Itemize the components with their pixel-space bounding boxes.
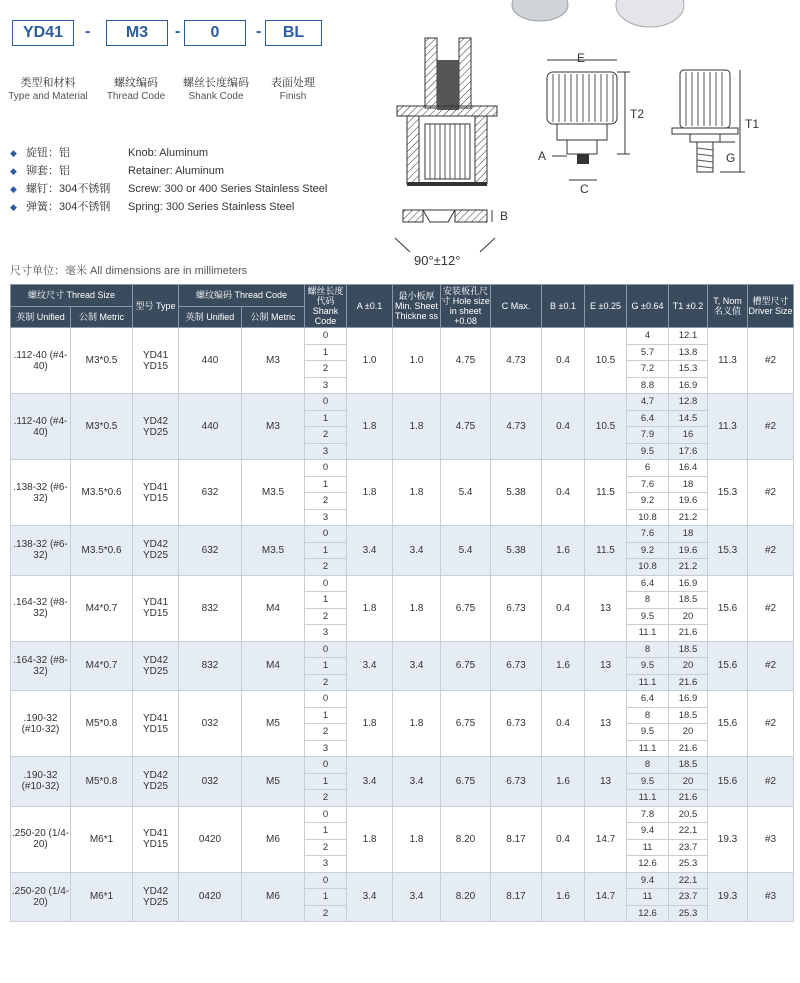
cell-shank-code: 0	[305, 806, 347, 823]
th-g: G ±0.64	[627, 285, 669, 328]
cell-g: 6.4	[627, 575, 669, 592]
cell-t1: 21.6	[669, 625, 708, 642]
cell-unified: .164-32 (#8-32)	[11, 575, 71, 641]
cell-e: 11.5	[585, 526, 627, 576]
cell-t1: 19.6	[669, 493, 708, 510]
cell-a: 3.4	[347, 757, 393, 807]
cell-g: 11	[627, 889, 669, 906]
cell-shank-code: 2	[305, 559, 347, 576]
th-code-metric: 公制 Metric	[242, 306, 305, 328]
cell-a: 1.8	[347, 691, 393, 757]
cell-driver: #3	[748, 806, 794, 872]
code-label-thread: 螺纹编码 Thread Code	[106, 77, 166, 102]
cell-c: 6.73	[491, 757, 542, 807]
cell-shank-code: 1	[305, 542, 347, 559]
cell-shank-code: 1	[305, 889, 347, 906]
cell-t1: 21.2	[669, 559, 708, 576]
th-shank-code: 螺丝长度代码 Shank Code	[305, 285, 347, 328]
cell-hole: 5.4	[441, 460, 491, 526]
code-dash: -	[175, 23, 181, 40]
th-thread-size: 螺纹尺寸 Thread Size	[11, 285, 133, 307]
cell-shank-code: 1	[305, 410, 347, 427]
knob-elevation	[538, 51, 644, 196]
bullet-icon: ◆	[10, 148, 17, 158]
cell-type: YD41 YD15	[133, 328, 179, 394]
cell-type: YD42 YD25	[133, 757, 179, 807]
cell-shank-code: 0	[305, 460, 347, 477]
table-row	[11, 757, 794, 774]
cell-cm: M4	[242, 575, 305, 641]
cell-sheet: 1.8	[393, 575, 441, 641]
cell-shank-code: 0	[305, 394, 347, 411]
cell-b: 0.4	[542, 575, 585, 641]
cell-a: 1.8	[347, 394, 393, 460]
cell-type: YD41 YD15	[133, 691, 179, 757]
cell-g: 8	[627, 757, 669, 774]
cell-type: YD42 YD25	[133, 872, 179, 922]
cell-g: 8.8	[627, 377, 669, 394]
cell-cm: M3.5	[242, 526, 305, 576]
cell-g: 9.2	[627, 542, 669, 559]
cell-g: 9.5	[627, 658, 669, 675]
cell-g: 10.8	[627, 509, 669, 526]
cell-t1: 20	[669, 773, 708, 790]
code-shank-box: 0	[184, 20, 246, 46]
cell-g: 5.7	[627, 344, 669, 361]
code-type-box: YD41	[12, 20, 74, 46]
cell-e: 13	[585, 691, 627, 757]
cell-c: 6.73	[491, 641, 542, 691]
cell-t-nom: 15.6	[708, 757, 748, 807]
cell-driver: #2	[748, 328, 794, 394]
code-label-shank: 螺丝长度编码 Shank Code	[183, 77, 249, 102]
cell-hole: 6.75	[441, 757, 491, 807]
cell-a: 3.4	[347, 872, 393, 922]
cell-metric: M5*0.8	[71, 691, 133, 757]
cell-g: 12.6	[627, 856, 669, 873]
cell-unified: .190-32 (#10-32)	[11, 757, 71, 807]
cell-t1: 18.5	[669, 757, 708, 774]
th-code-unified: 英制 Unified	[179, 306, 242, 328]
cell-sheet: 3.4	[393, 757, 441, 807]
dim-b-label: B	[500, 209, 509, 223]
cell-cu: 632	[179, 526, 242, 576]
cell-shank-code: 1	[305, 476, 347, 493]
cell-driver: #2	[748, 526, 794, 576]
cell-t1: 16.9	[669, 377, 708, 394]
cell-g: 7.9	[627, 427, 669, 444]
dim-t2-label: T2	[630, 107, 645, 121]
cell-hole: 8.20	[441, 872, 491, 922]
product-photo	[512, 0, 684, 27]
table-row	[11, 460, 794, 477]
cell-t-nom: 19.3	[708, 872, 748, 922]
cell-cu: 0420	[179, 872, 242, 922]
cell-g: 7.6	[627, 526, 669, 543]
cell-t-nom: 15.6	[708, 691, 748, 757]
table-row	[11, 806, 794, 823]
cell-g: 9.5	[627, 724, 669, 741]
th-driver-size: 槽型尺寸 Driver Size	[748, 285, 794, 328]
cell-driver: #2	[748, 575, 794, 641]
cell-b: 0.4	[542, 328, 585, 394]
cell-hole: 8.20	[441, 806, 491, 872]
cell-b: 0.4	[542, 460, 585, 526]
cell-cu: 440	[179, 328, 242, 394]
cell-a: 3.4	[347, 641, 393, 691]
cell-g: 7.2	[627, 361, 669, 378]
cell-c: 8.17	[491, 806, 542, 872]
th-unified: 英制 Unified	[11, 306, 71, 328]
cell-driver: #2	[748, 460, 794, 526]
cell-b: 1.6	[542, 872, 585, 922]
table-row	[11, 641, 794, 658]
cell-t1: 18	[669, 526, 708, 543]
dim-g-label: G	[726, 151, 736, 165]
code-label-type: 类型和材料 Type and Material	[8, 77, 88, 102]
bullet-icon: ◆	[10, 202, 17, 212]
cell-cu: 832	[179, 641, 242, 691]
bullet-icon: ◆	[10, 184, 17, 194]
cell-g: 9.2	[627, 493, 669, 510]
cell-shank-code: 1	[305, 658, 347, 675]
cell-driver: #2	[748, 691, 794, 757]
cell-t-nom: 15.3	[708, 526, 748, 576]
cell-g: 7.8	[627, 806, 669, 823]
cell-t1: 17.6	[669, 443, 708, 460]
cell-g: 6.4	[627, 410, 669, 427]
cell-shank-code: 2	[305, 674, 347, 691]
cell-shank-code: 3	[305, 443, 347, 460]
cell-e: 13	[585, 757, 627, 807]
cell-t1: 20	[669, 608, 708, 625]
cell-t1: 12.8	[669, 394, 708, 411]
cell-t1: 16	[669, 427, 708, 444]
cell-a: 3.4	[347, 526, 393, 576]
cell-hole: 6.75	[441, 691, 491, 757]
cell-unified: .164-32 (#8-32)	[11, 641, 71, 691]
cell-shank-code: 1	[305, 707, 347, 724]
cell-shank-code: 2	[305, 724, 347, 741]
cell-c: 6.73	[491, 691, 542, 757]
cell-cm: M3	[242, 394, 305, 460]
code-finish-box: BL	[265, 20, 322, 46]
cell-sheet: 3.4	[393, 526, 441, 576]
table-row	[11, 872, 794, 889]
cell-c: 6.73	[491, 575, 542, 641]
cell-shank-code: 0	[305, 872, 347, 889]
spec-table	[10, 284, 794, 922]
th-thread-code: 螺纹编码 Thread Code	[179, 285, 305, 307]
cell-t-nom: 15.6	[708, 575, 748, 641]
cell-metric: M3.5*0.6	[71, 460, 133, 526]
cell-unified: .138-32 (#6-32)	[11, 460, 71, 526]
cell-shank-code: 1	[305, 344, 347, 361]
dim-t1-label: T1	[745, 117, 760, 131]
dimension-drawing	[385, 0, 800, 280]
cell-t1: 18.5	[669, 641, 708, 658]
cell-g: 9.5	[627, 608, 669, 625]
cell-g: 8	[627, 707, 669, 724]
th-t1: T1 ±0.2	[669, 285, 708, 328]
table-row	[11, 328, 794, 345]
table-row	[11, 394, 794, 411]
th-hole-size: 安装板孔尺寸 Hole size in sheet +0.08	[441, 286, 490, 326]
cell-unified: .138-32 (#6-32)	[11, 526, 71, 576]
cell-b: 1.6	[542, 526, 585, 576]
table-row	[11, 526, 794, 543]
cell-cm: M4	[242, 641, 305, 691]
cell-b: 1.6	[542, 757, 585, 807]
cell-e: 11.5	[585, 460, 627, 526]
dim-e-label: E	[577, 51, 586, 65]
cell-g: 9.5	[627, 773, 669, 790]
cell-e: 10.5	[585, 394, 627, 460]
th-metric: 公制 Metric	[71, 306, 133, 328]
th-t-nom: T, Nom 名义值	[708, 285, 748, 328]
cell-g: 11.1	[627, 674, 669, 691]
cell-g: 11.1	[627, 740, 669, 757]
cell-cm: M3	[242, 328, 305, 394]
cell-t1: 16.9	[669, 575, 708, 592]
screw-elevation	[672, 70, 759, 172]
cell-unified: .112-40 (#4-40)	[11, 328, 71, 394]
cell-shank-code: 2	[305, 427, 347, 444]
cell-b: 1.6	[542, 641, 585, 691]
cell-a: 1.8	[347, 806, 393, 872]
unit-note: 尺寸单位：毫米 All dimensions are in millimeters	[10, 265, 248, 277]
cell-cu: 0420	[179, 806, 242, 872]
cell-t1: 23.7	[669, 839, 708, 856]
cell-g: 6	[627, 460, 669, 477]
cell-cu: 032	[179, 757, 242, 807]
cell-t1: 21.6	[669, 674, 708, 691]
cell-t1: 20	[669, 658, 708, 675]
cell-shank-code: 3	[305, 740, 347, 757]
cell-t1: 25.3	[669, 856, 708, 873]
cell-t1: 15.3	[669, 361, 708, 378]
cell-sheet: 3.4	[393, 641, 441, 691]
cell-type: YD42 YD25	[133, 526, 179, 576]
table-row	[11, 575, 794, 592]
cell-t1: 21.6	[669, 790, 708, 807]
cell-shank-code: 0	[305, 757, 347, 774]
cell-t1: 19.6	[669, 542, 708, 559]
cell-g: 10.8	[627, 559, 669, 576]
cell-g: 11.1	[627, 790, 669, 807]
cell-t1: 18	[669, 476, 708, 493]
dim-c-label: C	[580, 182, 589, 196]
cell-t1: 21.6	[669, 740, 708, 757]
cell-hole: 4.75	[441, 394, 491, 460]
cell-unified: .190-32 (#10-32)	[11, 691, 71, 757]
th-type: 型号 Type	[133, 285, 179, 328]
cell-cm: M5	[242, 691, 305, 757]
cell-g: 11.1	[627, 625, 669, 642]
cell-cm: M3.5	[242, 460, 305, 526]
cell-g: 4	[627, 328, 669, 345]
cell-t1: 22.1	[669, 823, 708, 840]
cell-t1: 20	[669, 724, 708, 741]
code-dash: -	[256, 23, 262, 40]
dim-a-label: A	[538, 149, 547, 163]
cell-b: 0.4	[542, 806, 585, 872]
cell-unified: .250-20 (1/4-20)	[11, 806, 71, 872]
cell-a: 1.0	[347, 328, 393, 394]
cell-metric: M3*0.5	[71, 328, 133, 394]
cell-shank-code: 1	[305, 823, 347, 840]
cell-cu: 832	[179, 575, 242, 641]
cell-e: 13	[585, 641, 627, 691]
cell-shank-code: 1	[305, 592, 347, 609]
cell-t1: 18.5	[669, 707, 708, 724]
cell-g: 12.6	[627, 905, 669, 922]
th-a: A ±0.1	[347, 285, 393, 328]
cell-t1: 25.3	[669, 905, 708, 922]
cell-shank-code: 3	[305, 856, 347, 873]
cell-hole: 6.75	[441, 575, 491, 641]
cell-t-nom: 11.3	[708, 328, 748, 394]
cell-shank-code: 2	[305, 790, 347, 807]
cell-t1: 13.8	[669, 344, 708, 361]
cell-driver: #2	[748, 394, 794, 460]
cell-g: 9.4	[627, 823, 669, 840]
cell-e: 14.7	[585, 872, 627, 922]
cell-t1: 21.2	[669, 509, 708, 526]
angle-label: 90°±12°	[414, 253, 461, 268]
cell-shank-code: 3	[305, 625, 347, 642]
cell-cu: 632	[179, 460, 242, 526]
cell-g: 9.4	[627, 872, 669, 889]
cell-sheet: 1.8	[393, 691, 441, 757]
cell-driver: #3	[748, 872, 794, 922]
cell-shank-code: 2	[305, 905, 347, 922]
th-c: C Max.	[491, 285, 542, 328]
cell-driver: #2	[748, 641, 794, 691]
cell-type: YD42 YD25	[133, 394, 179, 460]
cell-cu: 032	[179, 691, 242, 757]
cell-g: 4.7	[627, 394, 669, 411]
cell-cu: 440	[179, 394, 242, 460]
cell-sheet: 3.4	[393, 872, 441, 922]
cell-shank-code: 0	[305, 691, 347, 708]
cell-t1: 23.7	[669, 889, 708, 906]
code-dash: -	[85, 23, 91, 40]
th-b: B ±0.1	[542, 285, 585, 328]
cell-t-nom: 19.3	[708, 806, 748, 872]
cell-t1: 16.9	[669, 691, 708, 708]
cell-metric: M3.5*0.6	[71, 526, 133, 576]
cell-sheet: 1.0	[393, 328, 441, 394]
cell-shank-code: 2	[305, 608, 347, 625]
cell-shank-code: 0	[305, 328, 347, 345]
cell-b: 0.4	[542, 691, 585, 757]
cell-t1: 22.1	[669, 872, 708, 889]
cell-cm: M5	[242, 757, 305, 807]
cell-c: 4.73	[491, 328, 542, 394]
cell-sheet: 1.8	[393, 394, 441, 460]
cell-e: 13	[585, 575, 627, 641]
cell-hole: 4.75	[441, 328, 491, 394]
cell-type: YD41 YD15	[133, 806, 179, 872]
cell-shank-code: 2	[305, 839, 347, 856]
cell-metric: M4*0.7	[71, 641, 133, 691]
cell-c: 4.73	[491, 394, 542, 460]
cell-metric: M4*0.7	[71, 575, 133, 641]
cell-e: 14.7	[585, 806, 627, 872]
table-row	[11, 691, 794, 708]
th-min-sheet: 最小板厚 Min. Sheet Thickne ss	[393, 285, 441, 328]
cell-g: 7.6	[627, 476, 669, 493]
cell-e: 10.5	[585, 328, 627, 394]
cell-shank-code: 0	[305, 526, 347, 543]
cell-t-nom: 15.3	[708, 460, 748, 526]
cell-t1: 14.5	[669, 410, 708, 427]
cell-metric: M3*0.5	[71, 394, 133, 460]
cell-t1: 12.1	[669, 328, 708, 345]
section-view	[395, 38, 508, 268]
cell-a: 1.8	[347, 460, 393, 526]
cell-g: 9.5	[627, 443, 669, 460]
cell-g: 6.4	[627, 691, 669, 708]
cell-metric: M6*1	[71, 806, 133, 872]
cell-sheet: 1.8	[393, 806, 441, 872]
cell-shank-code: 0	[305, 575, 347, 592]
cell-t1: 16.4	[669, 460, 708, 477]
cell-shank-code: 1	[305, 773, 347, 790]
cell-sheet: 1.8	[393, 460, 441, 526]
cell-cm: M6	[242, 872, 305, 922]
cell-hole: 5.4	[441, 526, 491, 576]
cell-c: 5.38	[491, 526, 542, 576]
cell-cm: M6	[242, 806, 305, 872]
cell-c: 8.17	[491, 872, 542, 922]
cell-g: 8	[627, 592, 669, 609]
code-label-finish: 表面处理 Finish	[271, 77, 315, 102]
cell-hole: 6.75	[441, 641, 491, 691]
cell-c: 5.38	[491, 460, 542, 526]
cell-t1: 20.5	[669, 806, 708, 823]
cell-a: 1.8	[347, 575, 393, 641]
cell-t-nom: 11.3	[708, 394, 748, 460]
cell-type: YD41 YD15	[133, 575, 179, 641]
cell-shank-code: 2	[305, 493, 347, 510]
cell-g: 11	[627, 839, 669, 856]
code-thread-box: M3	[106, 20, 168, 46]
cell-shank-code: 3	[305, 509, 347, 526]
cell-metric: M5*0.8	[71, 757, 133, 807]
cell-metric: M6*1	[71, 872, 133, 922]
cell-unified: .250-20 (1/4-20)	[11, 872, 71, 922]
cell-shank-code: 3	[305, 377, 347, 394]
cell-g: 8	[627, 641, 669, 658]
cell-shank-code: 0	[305, 641, 347, 658]
bullet-icon: ◆	[10, 166, 17, 176]
cell-t1: 18.5	[669, 592, 708, 609]
th-e: E ±0.25	[585, 285, 627, 328]
cell-type: YD41 YD15	[133, 460, 179, 526]
cell-t-nom: 15.6	[708, 641, 748, 691]
cell-type: YD42 YD25	[133, 641, 179, 691]
cell-driver: #2	[748, 757, 794, 807]
cell-unified: .112-40 (#4-40)	[11, 394, 71, 460]
cell-b: 0.4	[542, 394, 585, 460]
cell-shank-code: 2	[305, 361, 347, 378]
